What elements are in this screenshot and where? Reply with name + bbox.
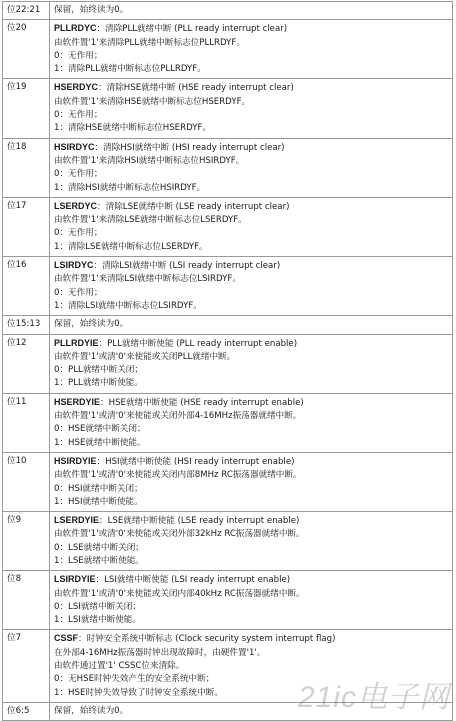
bit-position: 位11 [3,393,50,452]
bit-position: 位9 [3,512,50,571]
line-text: ：清除LSI就绪中断 (LSI ready interrupt clear) [93,261,281,272]
field-name: PLLRDYC [54,23,97,34]
description-line [54,37,448,50]
description-line [54,227,448,240]
line-text: 由软件置'1'或清'0'来使能或关闭内部40kHz RC振荡器就绪中断。 [54,588,305,599]
line-text: 保留，始终读为0。 [54,705,129,716]
table-row [3,316,453,334]
line-text: ：HSI就绪中断使能 (HSI ready interrupt enable) [96,456,295,467]
description-line [54,273,448,286]
description-line [54,318,448,331]
bit-description [50,571,453,630]
field-name: LSIRDYC [54,260,94,271]
bit-description [50,257,453,316]
field-name: LSIRDYIE [54,574,96,585]
description-line [54,259,448,273]
line-text: 1：清除LSI就绪中断标志位LSIRDYF。 [54,300,202,311]
description-line [54,122,448,135]
description-line [54,469,448,482]
line-text: 0：无作用； [54,169,103,180]
description-line [54,22,448,36]
line-text: 由软件置'1'来清除LSI就绪中断标志位LSIRDYF。 [54,274,241,285]
description-line [54,214,448,227]
description-line [54,287,448,300]
bit-description [50,197,453,256]
description-line [54,528,448,541]
description-line [54,241,448,254]
line-text: 1：清除LSE就绪中断标志位LSERDYF。 [54,241,208,252]
description-line [54,200,448,214]
line-text: 1：PLL就绪中断使能。 [54,378,143,389]
bit-description [50,393,453,452]
description-line [54,423,448,436]
description-line [54,542,448,555]
description-line [54,455,448,469]
description-line [54,496,448,509]
line-text: ：LSI就绪中断使能 (LSI ready interrupt enable) [95,575,291,586]
table-row [3,257,453,316]
description-line [54,300,448,313]
field-name: HSERDYC [54,82,99,93]
bit-position: 位17 [3,197,50,256]
line-text: ：PLL就绪中断使能 (PLL ready interrupt enable) [98,338,298,349]
bit-position: 位7 [3,630,50,702]
line-text: 保留，始终读为0。 [54,319,129,330]
description-line [54,96,448,109]
bit-position: 位19 [3,79,50,138]
line-text: 0：HSI就绪中断关闭； [54,483,143,494]
line-text: 0：PLL就绪中断关闭； [54,365,143,376]
description-line [54,647,448,660]
table-row [3,20,453,79]
line-text: 1：清除HSE就绪中断标志位HSERDYF。 [54,123,212,134]
description-line [54,437,448,450]
line-text: 保留，始终读为0。 [54,5,129,15]
line-text: 0：无作用； [54,110,103,121]
line-text: ：时钟安全系统中断标志 (Clock security system interrupt flag) [78,634,336,645]
bit-description [50,20,453,79]
description-line [54,81,448,95]
line-text: 由软件置'1'来清除LSE就绪中断标志位LSERDYF。 [54,215,247,226]
line-text: 1：HSE时钟失效导致了时钟安全系统中断。 [54,687,223,698]
description-line [54,50,448,63]
description-line [54,514,448,528]
table-row [3,2,453,20]
line-text: 0：HSE就绪中断关闭； [54,424,146,435]
line-text: 由软件置'1'或清'0'来使能或关闭外部4-16MHz振荡器就绪中断。 [54,411,302,422]
description-line [54,601,448,614]
description-line [54,410,448,423]
bit-position: 位12 [3,334,50,393]
line-text: 由软件置'1'或清'0'来使能或关闭PLL就绪中断。 [54,351,236,362]
description-line [54,141,448,155]
bit-description [50,452,453,511]
line-text: 由软件置'1'来清除HSI就绪中断标志位HSIRDYF。 [54,155,245,166]
description-line [54,573,448,587]
table-row [3,512,453,571]
bit-description [50,512,453,571]
field-name: HSIRDYIE [54,455,97,466]
description-line [54,614,448,627]
description-line [54,377,448,390]
bit-position: 位10 [3,452,50,511]
description-line [54,63,448,76]
bit-description [50,79,453,138]
table-row [3,393,453,452]
table-row [3,452,453,511]
line-text: 0：无作用； [54,287,103,298]
bit-position: 位16 [3,257,50,316]
bit-position: 位22:21 [3,2,50,20]
description-line [54,632,448,646]
line-text: 由软件置'1'或清'0'来使能或关闭外部32kHz RC振荡器就绪中断。 [54,529,305,540]
field-name: HSERDYIE [54,396,101,407]
field-name: LSERDYIE [54,515,100,526]
bit-description [50,316,453,334]
line-text: 1：LSE就绪中断使能。 [54,555,144,566]
description-line [54,364,448,377]
line-text: ：清除HSI就绪中断 (HSI ready interrupt clear) [94,142,285,153]
line-text: ：清除LSE就绪中断 (LSE ready interrupt clear) [97,201,290,212]
description-line [54,483,448,496]
description-line [54,155,448,168]
table-row [3,197,453,256]
line-text: 0：无作用； [54,50,103,61]
bit-description [50,334,453,393]
line-text: 0：LSI就绪中断关闭； [54,601,141,612]
line-text: 1：LSI就绪中断使能。 [54,615,141,626]
description-line [54,351,448,364]
line-text: 在外部4-16MHz振荡器时钟出现故障时，由硬件置'1'。 [54,647,266,658]
line-text: ：LSE就绪中断使能 (LSE ready interrupt enable) [99,516,300,527]
bit-position: 位6:5 [3,702,50,720]
line-text: ：HSE就绪中断使能 (HSE ready interrupt enable) [100,397,304,408]
line-text: 1：清除HSI就绪中断标志位HSIRDYF。 [54,182,206,193]
table-row [3,334,453,393]
line-text: 由软件置'1'来清除HSE就绪中断标志位HSERDYF。 [54,96,251,107]
line-text: 0：LSE就绪中断关闭； [54,542,144,553]
field-name: HSIRDYC [54,141,95,152]
line-text: ：清除HSE就绪中断 (HSE ready interrupt clear) [98,83,294,94]
register-bit-table [2,1,453,721]
field-name: PLLRDYIE [54,337,99,348]
table-row [3,571,453,630]
line-text: 0：无HSE时钟失效产生的安全系统中断； [54,674,215,685]
bit-position: 位15:13 [3,316,50,334]
line-text: 由软件置'1'来清除PLL就绪中断标志位PLLRDYF。 [54,37,245,48]
field-name: LSERDYC [54,200,98,211]
bit-description [50,2,453,20]
bit-position: 位20 [3,20,50,79]
description-line [54,4,448,17]
bit-position: 位18 [3,138,50,197]
field-name: CSSF [54,633,79,644]
description-line [54,109,448,122]
line-text: 1：HSE就绪中断使能。 [54,437,146,448]
description-line [54,337,448,351]
watermark-logo: 21ic电子网 [297,681,450,714]
description-line [54,588,448,601]
description-line [54,168,448,181]
table-row [3,138,453,197]
bit-position: 位8 [3,571,50,630]
description-line [54,182,448,195]
description-line [54,555,448,568]
description-line [54,396,448,410]
line-text: 1：清除PLL就绪中断标志位PLLRDYF。 [54,64,206,75]
line-text: ：清除PLL就绪中断 (PLL ready interrupt clear) [96,24,288,35]
line-text: 由软件置'1'或清'0'来使能或关闭内部8MHz RC振荡器就绪中断。 [54,470,302,481]
line-text: 1：HSI就绪中断使能。 [54,496,143,507]
line-text: 由软件通过置'1' CSSC位来清除。 [54,661,185,672]
line-text: 0：无作用； [54,228,103,239]
table-row [3,79,453,138]
bit-description [50,138,453,197]
